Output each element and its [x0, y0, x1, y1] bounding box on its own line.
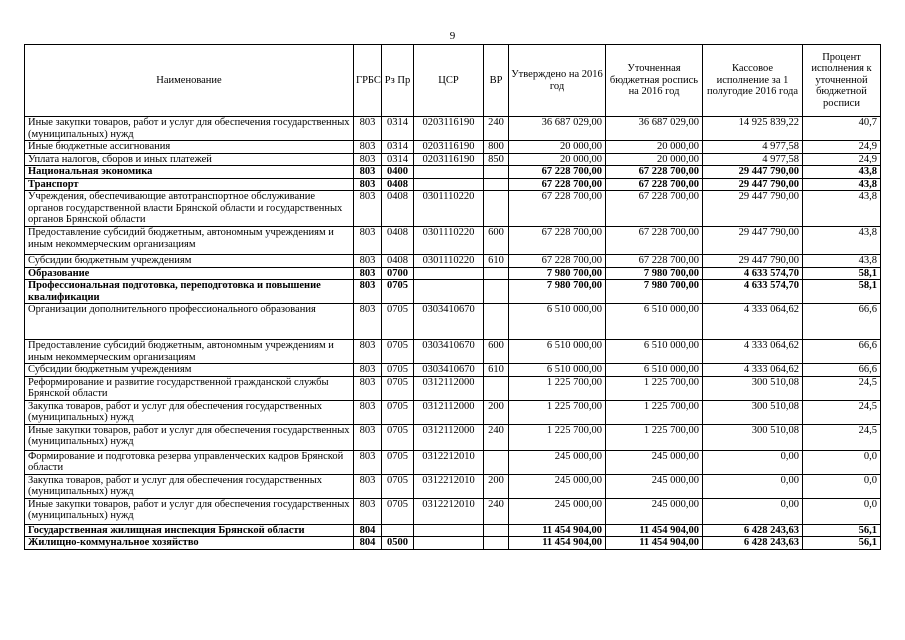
header-csr: ЦСР — [414, 45, 484, 117]
row-percent: 58,1 — [803, 280, 881, 304]
row-rz-pr: 0705 — [382, 424, 414, 450]
row-percent: 24,5 — [803, 400, 881, 424]
table-row — [25, 498, 881, 524]
row-grbs: 803 — [354, 141, 382, 154]
row-refined: 6 510 000,00 — [606, 304, 703, 340]
row-rz-pr: 0700 — [382, 267, 414, 280]
row-percent: 43,8 — [803, 178, 881, 191]
budget-execution-table — [24, 44, 881, 550]
table-row — [25, 178, 881, 191]
row-name: Иные бюджетные ассигнования — [25, 141, 354, 154]
row-grbs: 803 — [354, 280, 382, 304]
table-row — [25, 474, 881, 498]
row-refined: 6 510 000,00 — [606, 364, 703, 377]
table-row — [25, 191, 881, 227]
row-approved: 67 228 700,00 — [509, 166, 606, 179]
row-rz-pr: 0705 — [382, 474, 414, 498]
row-refined: 7 980 700,00 — [606, 280, 703, 304]
row-refined: 20 000,00 — [606, 153, 703, 166]
row-refined: 11 454 904,00 — [606, 524, 703, 537]
row-vr — [484, 524, 509, 537]
row-approved: 1 225 700,00 — [509, 376, 606, 400]
row-grbs: 803 — [354, 498, 382, 524]
row-grbs: 804 — [354, 537, 382, 550]
row-percent: 43,8 — [803, 166, 881, 179]
table-row — [25, 304, 881, 340]
table-row — [25, 400, 881, 424]
table-row — [25, 537, 881, 550]
row-refined: 245 000,00 — [606, 474, 703, 498]
row-percent: 40,7 — [803, 117, 881, 141]
header-vr: ВР — [484, 45, 509, 117]
row-vr — [484, 376, 509, 400]
table-row — [25, 267, 881, 280]
header-name: Наименование — [25, 45, 354, 117]
row-name: Уплата налогов, сборов и иных платежей — [25, 153, 354, 166]
row-vr — [484, 267, 509, 280]
row-grbs: 803 — [354, 400, 382, 424]
row-grbs: 803 — [354, 364, 382, 377]
row-name: Закупка товаров, работ и услуг для обеспечения государственных (муниципальных) нужд — [25, 474, 354, 498]
row-percent: 0,0 — [803, 474, 881, 498]
row-percent: 24,5 — [803, 376, 881, 400]
row-vr — [484, 450, 509, 474]
row-vr: 240 — [484, 498, 509, 524]
row-refined: 67 228 700,00 — [606, 166, 703, 179]
row-vr: 800 — [484, 141, 509, 154]
row-approved: 245 000,00 — [509, 450, 606, 474]
row-refined: 67 228 700,00 — [606, 178, 703, 191]
table-row — [25, 255, 881, 268]
table-row — [25, 450, 881, 474]
row-csr — [414, 178, 484, 191]
table-body — [25, 117, 881, 550]
table-row — [25, 424, 881, 450]
header-cash: Кассовое исполнение за 1 полугодие 2016 года — [703, 45, 803, 117]
row-percent: 43,8 — [803, 255, 881, 268]
table-row — [25, 166, 881, 179]
row-grbs: 803 — [354, 474, 382, 498]
row-cash: 300 510,08 — [703, 424, 803, 450]
row-name: Государственная жилищная инспекция Брянской области — [25, 524, 354, 537]
row-refined: 36 687 029,00 — [606, 117, 703, 141]
row-csr: 0203116190 — [414, 153, 484, 166]
row-approved: 11 454 904,00 — [509, 537, 606, 550]
row-cash: 6 428 243,63 — [703, 537, 803, 550]
row-approved: 245 000,00 — [509, 474, 606, 498]
table-row — [25, 340, 881, 364]
row-approved: 1 225 700,00 — [509, 424, 606, 450]
row-rz-pr — [382, 524, 414, 537]
row-approved: 7 980 700,00 — [509, 267, 606, 280]
row-name: Иные закупки товаров, работ и услуг для обеспечения государственных (муниципальных) нужд — [25, 498, 354, 524]
row-rz-pr: 0408 — [382, 191, 414, 227]
row-name: Организации дополнительного профессионального образования — [25, 304, 354, 340]
row-vr: 600 — [484, 340, 509, 364]
header-approved: Утверждено на 2016 год — [509, 45, 606, 117]
row-csr: 0312212010 — [414, 450, 484, 474]
row-refined: 6 510 000,00 — [606, 340, 703, 364]
row-refined: 20 000,00 — [606, 141, 703, 154]
row-csr — [414, 524, 484, 537]
row-csr: 0303410670 — [414, 340, 484, 364]
row-name: Иные закупки товаров, работ и услуг для обеспечения государственных (муниципальных) нужд — [25, 424, 354, 450]
row-rz-pr: 0408 — [382, 178, 414, 191]
row-vr — [484, 166, 509, 179]
row-percent: 66,6 — [803, 340, 881, 364]
row-csr: 0301110220 — [414, 227, 484, 255]
row-vr — [484, 304, 509, 340]
row-refined: 67 228 700,00 — [606, 191, 703, 227]
row-percent: 24,9 — [803, 141, 881, 154]
row-vr: 600 — [484, 227, 509, 255]
table-row — [25, 117, 881, 141]
row-cash: 300 510,08 — [703, 400, 803, 424]
row-refined: 1 225 700,00 — [606, 400, 703, 424]
row-rz-pr: 0705 — [382, 304, 414, 340]
row-vr: 610 — [484, 364, 509, 377]
header-percent: Процент исполнения к уточненной бюджетной росписи — [803, 45, 881, 117]
row-grbs: 803 — [354, 340, 382, 364]
header-refined: Уточненная бюджетная роспись на 2016 год — [606, 45, 703, 117]
row-cash: 4 333 064,62 — [703, 364, 803, 377]
row-percent: 66,6 — [803, 364, 881, 377]
row-percent: 56,1 — [803, 524, 881, 537]
row-percent: 56,1 — [803, 537, 881, 550]
row-rz-pr: 0314 — [382, 117, 414, 141]
row-cash: 4 977,58 — [703, 141, 803, 154]
row-vr — [484, 537, 509, 550]
row-cash: 4 977,58 — [703, 153, 803, 166]
row-cash: 29 447 790,00 — [703, 166, 803, 179]
row-rz-pr: 0314 — [382, 141, 414, 154]
row-name: Предоставление субсидий бюджетным, автономным учреждениям и иным некоммерческим организациям — [25, 227, 354, 255]
row-rz-pr: 0705 — [382, 376, 414, 400]
row-rz-pr: 0408 — [382, 227, 414, 255]
page-number: 9 — [449, 30, 456, 42]
row-grbs: 803 — [354, 191, 382, 227]
row-refined: 7 980 700,00 — [606, 267, 703, 280]
row-rz-pr: 0500 — [382, 537, 414, 550]
row-name: Предоставление субсидий бюджетным, автономным учреждениям и иным некоммерческим организациям — [25, 340, 354, 364]
table-row — [25, 364, 881, 377]
row-grbs: 803 — [354, 450, 382, 474]
row-percent: 24,9 — [803, 153, 881, 166]
row-csr — [414, 537, 484, 550]
row-cash: 14 925 839,22 — [703, 117, 803, 141]
row-vr: 850 — [484, 153, 509, 166]
row-csr: 0312212010 — [414, 498, 484, 524]
row-name: Национальная экономика — [25, 166, 354, 179]
row-csr: 0312112000 — [414, 376, 484, 400]
row-approved: 11 454 904,00 — [509, 524, 606, 537]
row-name: Реформирование и развитие государственной гражданской службы Брянской области — [25, 376, 354, 400]
row-cash: 4 633 574,70 — [703, 280, 803, 304]
row-percent: 43,8 — [803, 227, 881, 255]
row-csr — [414, 166, 484, 179]
row-percent: 58,1 — [803, 267, 881, 280]
row-vr: 240 — [484, 424, 509, 450]
row-cash: 4 333 064,62 — [703, 340, 803, 364]
row-vr: 240 — [484, 117, 509, 141]
row-grbs: 803 — [354, 178, 382, 191]
row-vr — [484, 191, 509, 227]
row-approved: 1 225 700,00 — [509, 400, 606, 424]
row-rz-pr: 0705 — [382, 364, 414, 377]
table-header-row — [25, 45, 881, 117]
row-approved: 7 980 700,00 — [509, 280, 606, 304]
table-row — [25, 153, 881, 166]
row-grbs: 804 — [354, 524, 382, 537]
row-csr — [414, 280, 484, 304]
row-csr: 0312112000 — [414, 400, 484, 424]
row-cash: 0,00 — [703, 498, 803, 524]
row-approved: 36 687 029,00 — [509, 117, 606, 141]
row-cash: 4 633 574,70 — [703, 267, 803, 280]
row-rz-pr: 0705 — [382, 400, 414, 424]
row-csr: 0203116190 — [414, 141, 484, 154]
row-approved: 67 228 700,00 — [509, 255, 606, 268]
row-refined: 1 225 700,00 — [606, 424, 703, 450]
row-refined: 67 228 700,00 — [606, 227, 703, 255]
header-grbs: ГРБС — [354, 45, 382, 117]
row-grbs: 803 — [354, 424, 382, 450]
row-rz-pr: 0408 — [382, 255, 414, 268]
row-grbs: 803 — [354, 376, 382, 400]
row-grbs: 803 — [354, 166, 382, 179]
row-name: Формирование и подготовка резерва управленческих кадров Брянской области — [25, 450, 354, 474]
row-refined: 11 454 904,00 — [606, 537, 703, 550]
row-csr: 0301110220 — [414, 191, 484, 227]
row-approved: 6 510 000,00 — [509, 304, 606, 340]
row-refined: 245 000,00 — [606, 498, 703, 524]
row-percent: 0,0 — [803, 498, 881, 524]
row-rz-pr: 0705 — [382, 450, 414, 474]
row-percent: 66,6 — [803, 304, 881, 340]
row-grbs: 803 — [354, 304, 382, 340]
row-rz-pr: 0705 — [382, 498, 414, 524]
row-vr: 200 — [484, 400, 509, 424]
table-row — [25, 280, 881, 304]
row-name: Транспорт — [25, 178, 354, 191]
row-approved: 6 510 000,00 — [509, 364, 606, 377]
row-csr: 0203116190 — [414, 117, 484, 141]
row-approved: 67 228 700,00 — [509, 227, 606, 255]
table-row — [25, 376, 881, 400]
row-name: Субсидии бюджетным учреждениям — [25, 255, 354, 268]
row-csr: 0303410670 — [414, 304, 484, 340]
row-rz-pr: 0400 — [382, 166, 414, 179]
row-grbs: 803 — [354, 255, 382, 268]
row-name: Профессиональная подготовка, переподготовка и повышение квалификации — [25, 280, 354, 304]
row-grbs: 803 — [354, 117, 382, 141]
row-refined: 245 000,00 — [606, 450, 703, 474]
table-row — [25, 524, 881, 537]
row-csr: 0312112000 — [414, 424, 484, 450]
row-csr: 0312212010 — [414, 474, 484, 498]
row-name: Образование — [25, 267, 354, 280]
row-name: Жилищно-коммунальное хозяйство — [25, 537, 354, 550]
row-vr: 200 — [484, 474, 509, 498]
row-vr — [484, 178, 509, 191]
row-rz-pr: 0705 — [382, 280, 414, 304]
row-rz-pr: 0705 — [382, 340, 414, 364]
row-approved: 6 510 000,00 — [509, 340, 606, 364]
row-approved: 67 228 700,00 — [509, 178, 606, 191]
row-cash: 0,00 — [703, 450, 803, 474]
row-csr: 0303410670 — [414, 364, 484, 377]
row-grbs: 803 — [354, 267, 382, 280]
row-percent: 24,5 — [803, 424, 881, 450]
row-approved: 20 000,00 — [509, 141, 606, 154]
row-approved: 67 228 700,00 — [509, 191, 606, 227]
row-cash: 29 447 790,00 — [703, 191, 803, 227]
row-approved: 245 000,00 — [509, 498, 606, 524]
row-vr: 610 — [484, 255, 509, 268]
row-cash: 29 447 790,00 — [703, 255, 803, 268]
row-refined: 1 225 700,00 — [606, 376, 703, 400]
table-row — [25, 227, 881, 255]
row-cash: 0,00 — [703, 474, 803, 498]
row-approved: 20 000,00 — [509, 153, 606, 166]
row-cash: 4 333 064,62 — [703, 304, 803, 340]
row-cash: 29 447 790,00 — [703, 178, 803, 191]
row-cash: 6 428 243,63 — [703, 524, 803, 537]
row-rz-pr: 0314 — [382, 153, 414, 166]
row-csr: 0301110220 — [414, 255, 484, 268]
row-name: Учреждения, обеспечивающие автотранспортное обслуживание органов государственной власти Брянской области и государственных органов Брянской области — [25, 191, 354, 227]
row-grbs: 803 — [354, 153, 382, 166]
row-name: Иные закупки товаров, работ и услуг для обеспечения государственных (муниципальных) нужд — [25, 117, 354, 141]
row-name: Субсидии бюджетным учреждениям — [25, 364, 354, 377]
row-cash: 29 447 790,00 — [703, 227, 803, 255]
row-csr — [414, 267, 484, 280]
row-vr — [484, 280, 509, 304]
row-cash: 300 510,08 — [703, 376, 803, 400]
header-rz-pr: Рз Пр — [382, 45, 414, 117]
table-row — [25, 141, 881, 154]
row-percent: 0,0 — [803, 450, 881, 474]
row-name: Закупка товаров, работ и услуг для обеспечения государственных (муниципальных) нужд — [25, 400, 354, 424]
row-refined: 67 228 700,00 — [606, 255, 703, 268]
row-percent: 43,8 — [803, 191, 881, 227]
row-grbs: 803 — [354, 227, 382, 255]
